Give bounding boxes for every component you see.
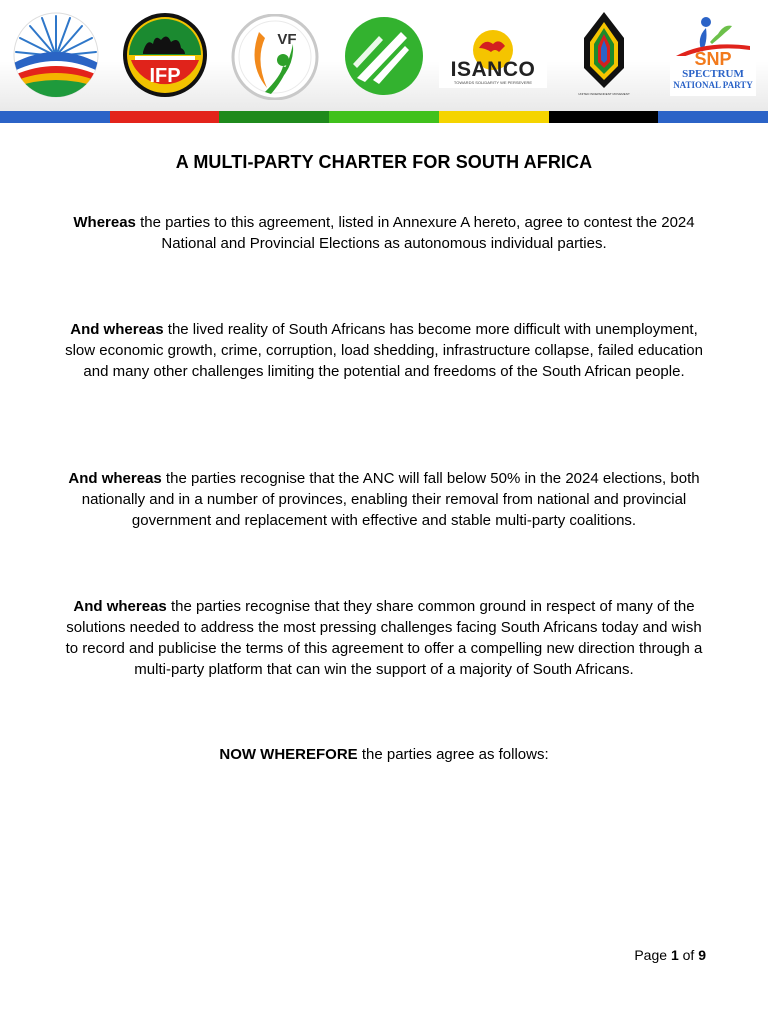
- paragraph-lead: Whereas: [73, 214, 136, 231]
- paragraph-and-whereas-1: [64, 319, 704, 382]
- actionsa-logo: [343, 16, 425, 96]
- isanco-logo-text: ISANCO: [450, 58, 536, 81]
- of-label: of: [682, 947, 695, 963]
- uim-logo: [572, 8, 636, 98]
- current-page: 1: [670, 947, 679, 963]
- paragraph-lead: NOW WHEREFORE: [219, 746, 358, 763]
- paragraph-and-whereas-3: [64, 596, 704, 680]
- paragraph-and-whereas-2: [64, 468, 704, 531]
- isanco-logo: [439, 28, 547, 88]
- stripe-segment: [549, 111, 659, 123]
- da-sun-logo: [12, 12, 100, 98]
- logo-banner: [0, 0, 768, 112]
- paragraph-whereas: [64, 212, 704, 254]
- document-title: A MULTI-PARTY CHARTER FOR SOUTH AFRICA: [175, 152, 593, 172]
- page-label: Page: [634, 947, 668, 963]
- vf-plus-logo: [231, 14, 319, 100]
- snp-logo: [670, 12, 756, 96]
- total-pages: 9: [698, 947, 706, 963]
- snp-logo-text: SNP: [694, 49, 732, 69]
- stripe-segment: [0, 111, 110, 123]
- snp-logo-subtext-1: SPECTRUM: [682, 68, 744, 80]
- paragraph-lead: And whereas: [70, 321, 164, 338]
- vf-logo-text: VF: [277, 31, 297, 48]
- ifp-logo-text: IFP: [149, 65, 181, 87]
- paragraph-text: the parties recognise that they share common ground in respect of many of the solutions needed to address the most pressing challenges facing South Africans today and wish to record and publicise the terms of this agreement to offer a compelling new direction through a multi-party platform that can win the support of a majority of South Africans.: [65, 598, 703, 678]
- stripe-segment: [658, 111, 768, 123]
- paragraph-lead: And whereas: [68, 470, 162, 487]
- stripe-segment: [219, 111, 329, 123]
- paragraph-lead: And whereas: [73, 598, 167, 615]
- ifp-logo: [121, 12, 209, 98]
- stripe-segment: [110, 111, 220, 123]
- paragraph-text: the parties agree as follows:: [357, 746, 549, 763]
- paragraph-text: the parties to this agreement, listed in Annexure A hereto, agree to contest the 2024 National and Provincial Elections as autonomous individual parties.: [135, 214, 695, 252]
- isanco-tagline: TOWARDS SOLIDARITY WE PERSEVERE: [453, 80, 533, 85]
- stripe-segment: [329, 111, 439, 123]
- uim-logo-text: UNITED INDEPENDENT MOVEMENT: [578, 92, 630, 96]
- paragraph-text: the lived reality of South Africans has become more difficult with unemployment, slow economic growth, crime, corruption, load shedding, infrastructure collapse, failed education and many other challenges limiting the potential and freedoms of the South African people.: [65, 321, 703, 380]
- page-number: [560, 947, 706, 963]
- snp-logo-subtext-2: NATIONAL PARTY: [673, 80, 753, 90]
- paragraph-text: the parties recognise that the ANC will fall below 50% in the 2024 elections, both nationally and in a number of provinces, enabling their removal from national and provincial government and replacement with effective and stable multi-party coalitions.: [81, 470, 700, 529]
- stripe-segment: [439, 111, 549, 123]
- color-stripe: [0, 111, 768, 123]
- paragraph-now-wherefore: [64, 744, 704, 765]
